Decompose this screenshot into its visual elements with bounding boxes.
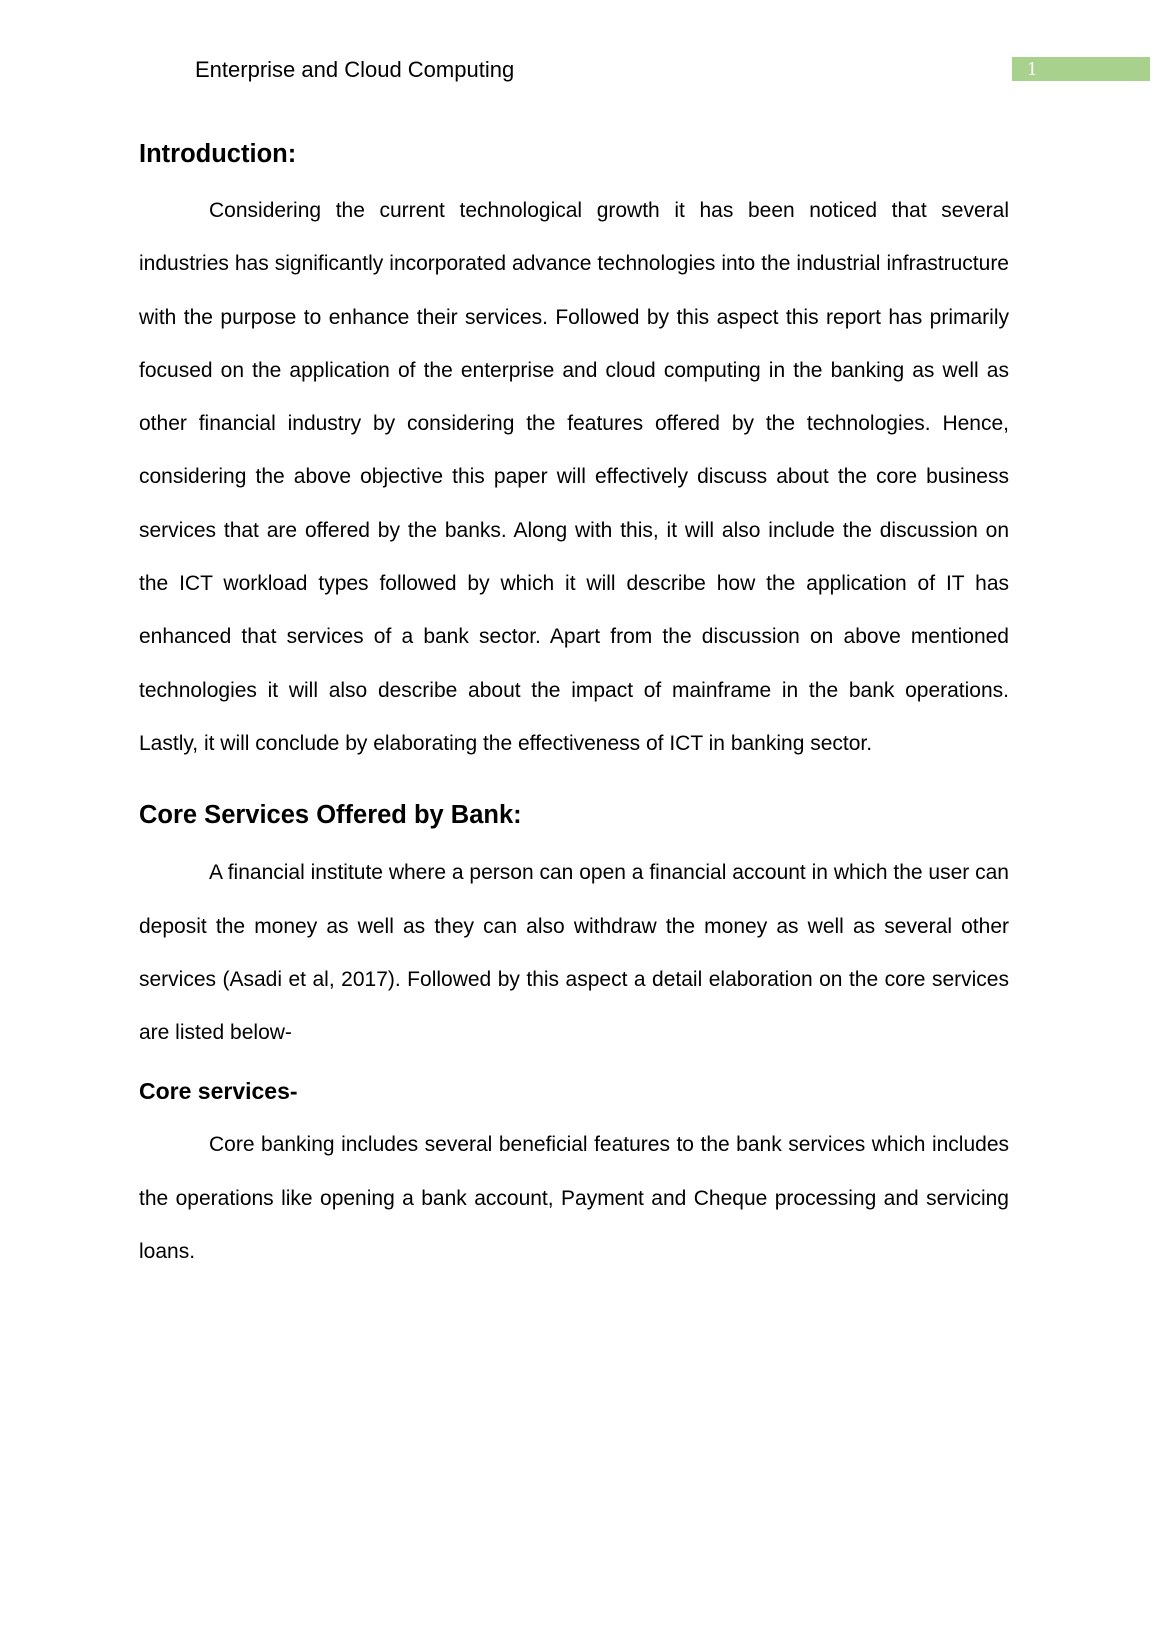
running-header-title: Enterprise and Cloud Computing (195, 57, 515, 82)
core-services-offered-heading: Core Services Offered by Bank: (139, 801, 522, 830)
core-services-offered-paragraph: A financial institute where a person can open a financial account in which the user can deposit the money as well as they can also withdraw the money as well as several other services (Asadi et al, 2017). Followed by this aspect a detail elaboration on the core services are listed below- (139, 861, 1009, 1045)
page-number-badge (1012, 57, 1150, 81)
core-services-paragraph: Core banking includes several beneficial features to the bank services which includes the operations like opening a bank account, Payment and Cheque processing and servicing loans. (139, 1133, 1009, 1264)
introduction-heading: Introduction: (139, 140, 297, 168)
document-body (139, 136, 1009, 1278)
core-services-subheading: Core services- (139, 1078, 298, 1105)
introduction-paragraph: Considering the current technological growth it has been noticed that several industries has significantly incorporated advance technologies into the industrial infrastructure with the purpose to enhance their services. Followed by this aspect this report has primarily focused on the application of the enterprise and cloud computing in the banking as well as other financial industry by considering the features offered by the technologies. Hence, considering the above objective this paper will effectively discuss about the core business services that are offered by the banks. Along with this, it will also include the discussion on the ICT workload types followed by which it will describe how the application of IT has enhanced that services of a bank sector. Apart from the discussion on above mentioned technologies it will also describe about the impact of mainframe in the bank operations. Lastly, it will conclude by elaborating the effectiveness of ICT in banking sector. (139, 199, 1009, 755)
page-number: 1 (1027, 58, 1037, 80)
